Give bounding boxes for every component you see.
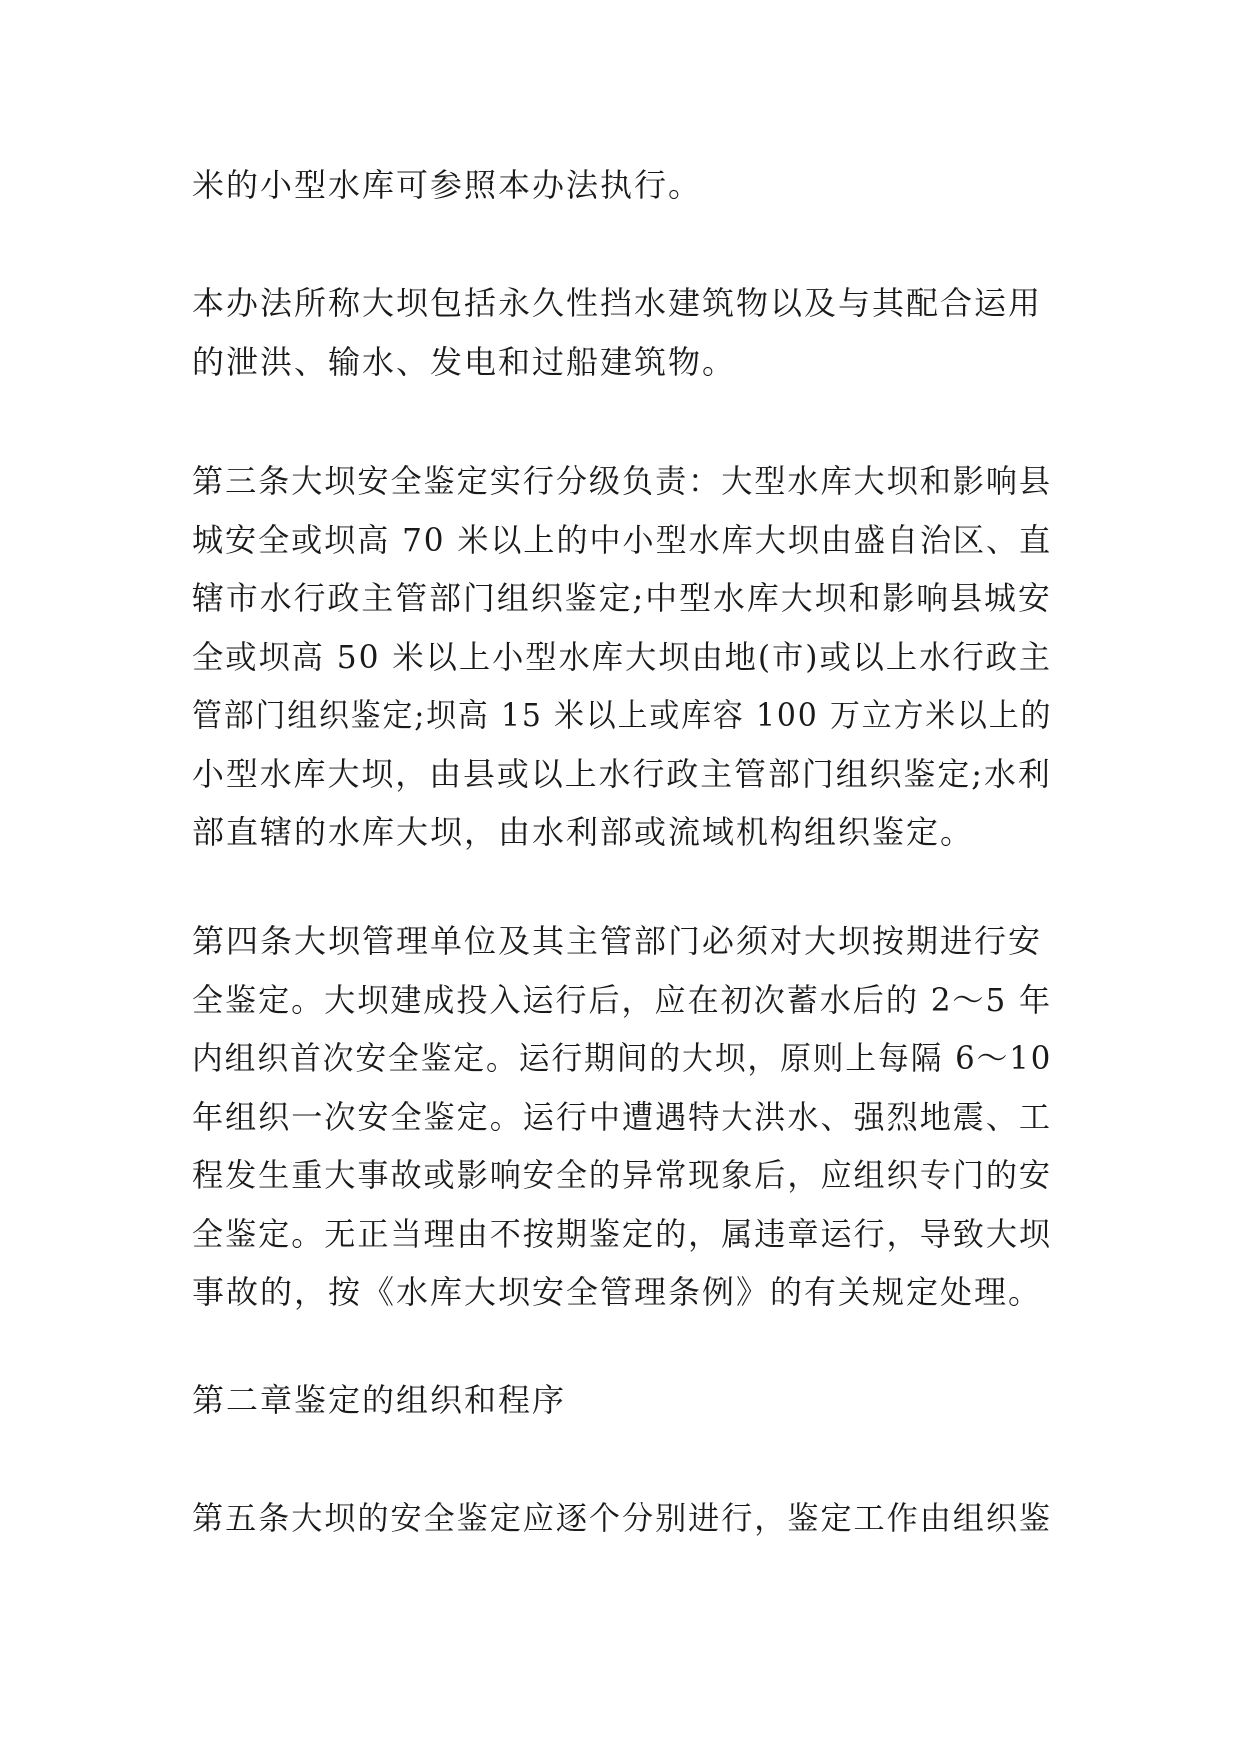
text-line: 内组织首次安全鉴定。运行期间的大坝，原则上每隔 6～10 bbox=[192, 1039, 1053, 1077]
chapter-heading bbox=[192, 1371, 1052, 1430]
text-line: 第三条大坝安全鉴定实行分级负责：大型水库大坝和影响县 bbox=[192, 462, 1053, 500]
text-line: 全鉴定。大坝建成投入运行后，应在初次蓄水后的 2～5 年 bbox=[192, 980, 1053, 1019]
paragraph-article-3 bbox=[192, 452, 1052, 862]
text-line: 的泄洪、输水、发电和过船建筑物。 bbox=[192, 342, 737, 381]
text-line: 全鉴定。无正当理由不按期鉴定的，属违章运行，导致大坝 bbox=[192, 1214, 1053, 1253]
text-line: 米的小型水库可参照本办法执行。 bbox=[192, 166, 703, 204]
paragraph-scope-continued bbox=[192, 156, 1052, 215]
text-line: 城安全或坝高 70 米以上的中小型水库大坝由盛自治区、直 bbox=[192, 520, 1053, 559]
text-line: 事故的，按《水库大坝安全管理条例》的有关规定处理。 bbox=[192, 1273, 1043, 1311]
paragraph-article-5 bbox=[192, 1489, 1052, 1548]
text-line: 小型水库大坝，由县或以上水行政主管部门组织鉴定;水利 bbox=[192, 754, 1052, 793]
text-line: 程发生重大事故或影响安全的异常现象后，应组织专门的安 bbox=[192, 1156, 1053, 1194]
text-line: 第四条大坝管理单位及其主管部门必须对大坝按期进行安 bbox=[192, 922, 1043, 960]
text-line: 年组织一次安全鉴定。运行中遭遇特大洪水、强烈地震、工 bbox=[192, 1097, 1053, 1136]
text-line: 本办法所称大坝包括永久性挡水建筑物以及与其配合运用 bbox=[192, 284, 1043, 322]
text-line: 全或坝高 50 米以上小型水库大坝由地(市)或以上水行政主 bbox=[192, 637, 1053, 676]
text-line: 部直辖的水库大坝，由水利部或流域机构组织鉴定。 bbox=[192, 813, 975, 851]
paragraph-dam-definition bbox=[192, 274, 1052, 391]
chapter-title: 第二章鉴定的组织和程序 bbox=[192, 1381, 567, 1419]
paragraph-article-4 bbox=[192, 912, 1052, 1322]
text-line: 辖市水行政主管部门组织鉴定;中型水库大坝和影响县城安 bbox=[192, 579, 1052, 617]
text-line: 第五条大坝的安全鉴定应逐个分别进行，鉴定工作由组织鉴 bbox=[192, 1499, 1053, 1537]
text-line: 管部门组织鉴定;坝高 15 米以上或库容 100 万立方米以上的 bbox=[192, 696, 1053, 734]
